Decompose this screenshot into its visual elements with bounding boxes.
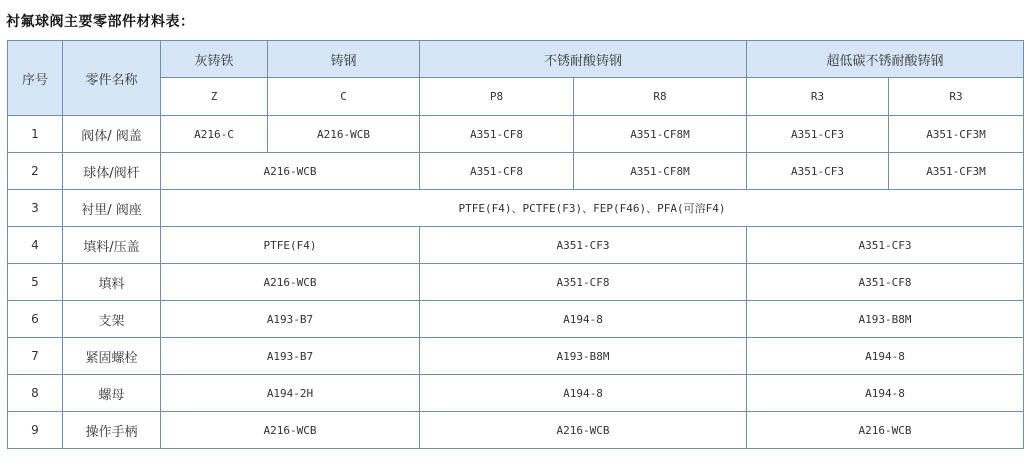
part-name: 操作手柄	[63, 412, 161, 449]
row-number: 5	[8, 264, 63, 301]
table-row	[8, 375, 1024, 412]
code-cell: P8	[420, 78, 574, 116]
material-cell: A351-CF8	[747, 264, 1024, 301]
material-cell: A351-CF8	[420, 116, 574, 153]
material-cell: A194-8	[420, 375, 747, 412]
material-cell: A194-8	[420, 301, 747, 338]
part-name: 球体/阀杆	[63, 153, 161, 190]
part-name: 螺母	[63, 375, 161, 412]
material-cell: A351-CF8M	[574, 116, 747, 153]
material-cell: A193-B7	[161, 338, 420, 375]
material-cell: A216-C	[161, 116, 268, 153]
material-cell: A194-8	[747, 338, 1024, 375]
material-cell: PTFE(F4)	[161, 227, 420, 264]
header-group-low-carbon-stainless: 超低碳不锈耐酸铸钢	[747, 41, 1024, 78]
header-group-gray-iron: 灰铸铁	[161, 41, 268, 78]
material-cell: A351-CF3	[747, 153, 889, 190]
material-cell: A193-B8M	[420, 338, 747, 375]
material-cell: PTFE(F4)、PCTFE(F3)、FEP(F46)、PFA(可溶F4)	[161, 190, 1024, 227]
header-row-groups	[8, 41, 1024, 78]
header-group-cast-steel: 铸钢	[268, 41, 420, 78]
materials-table	[7, 40, 1024, 449]
code-cell: C	[268, 78, 420, 116]
code-cell: R8	[574, 78, 747, 116]
part-name: 衬里/ 阀座	[63, 190, 161, 227]
material-cell: A194-8	[747, 375, 1024, 412]
material-cell: A351-CF3M	[889, 153, 1024, 190]
material-cell: A351-CF8	[420, 153, 574, 190]
material-cell: A193-B8M	[747, 301, 1024, 338]
table-row	[8, 412, 1024, 449]
table-row	[8, 227, 1024, 264]
material-cell: A216-WCB	[268, 116, 420, 153]
row-number: 7	[8, 338, 63, 375]
row-number: 8	[8, 375, 63, 412]
code-cell: R3	[889, 78, 1024, 116]
material-cell: A194-2H	[161, 375, 420, 412]
material-cell: A216-WCB	[161, 412, 420, 449]
part-name: 阀体/ 阀盖	[63, 116, 161, 153]
part-name: 支架	[63, 301, 161, 338]
code-cell: Z	[161, 78, 268, 116]
part-name: 填料/压盖	[63, 227, 161, 264]
header-group-stainless: 不锈耐酸铸钢	[420, 41, 747, 78]
material-cell: A351-CF3M	[889, 116, 1024, 153]
material-cell: A216-WCB	[161, 153, 420, 190]
material-cell: A351-CF3	[420, 227, 747, 264]
row-number: 1	[8, 116, 63, 153]
table-title: 衬氟球阀主要零部件材料表：	[6, 14, 195, 30]
table-row	[8, 190, 1024, 227]
material-cell: A216-WCB	[161, 264, 420, 301]
material-cell: A351-CF8	[420, 264, 747, 301]
material-cell: A193-B7	[161, 301, 420, 338]
material-cell: A351-CF8M	[574, 153, 747, 190]
row-number: 9	[8, 412, 63, 449]
row-number: 2	[8, 153, 63, 190]
part-name: 填料	[63, 264, 161, 301]
code-cell: R3	[747, 78, 889, 116]
header-seq: 序号	[8, 41, 63, 116]
header-row-codes	[8, 78, 1024, 116]
row-number: 6	[8, 301, 63, 338]
material-cell: A351-CF3	[747, 116, 889, 153]
material-cell: A351-CF3	[747, 227, 1024, 264]
part-name: 紧固螺栓	[63, 338, 161, 375]
row-number: 4	[8, 227, 63, 264]
material-cell: A216-WCB	[747, 412, 1024, 449]
table-row	[8, 153, 1024, 190]
material-cell: A216-WCB	[420, 412, 747, 449]
table-row	[8, 116, 1024, 153]
table-row	[8, 301, 1024, 338]
table-row	[8, 264, 1024, 301]
table-row	[8, 338, 1024, 375]
row-number: 3	[8, 190, 63, 227]
header-part-name: 零件名称	[63, 41, 161, 116]
